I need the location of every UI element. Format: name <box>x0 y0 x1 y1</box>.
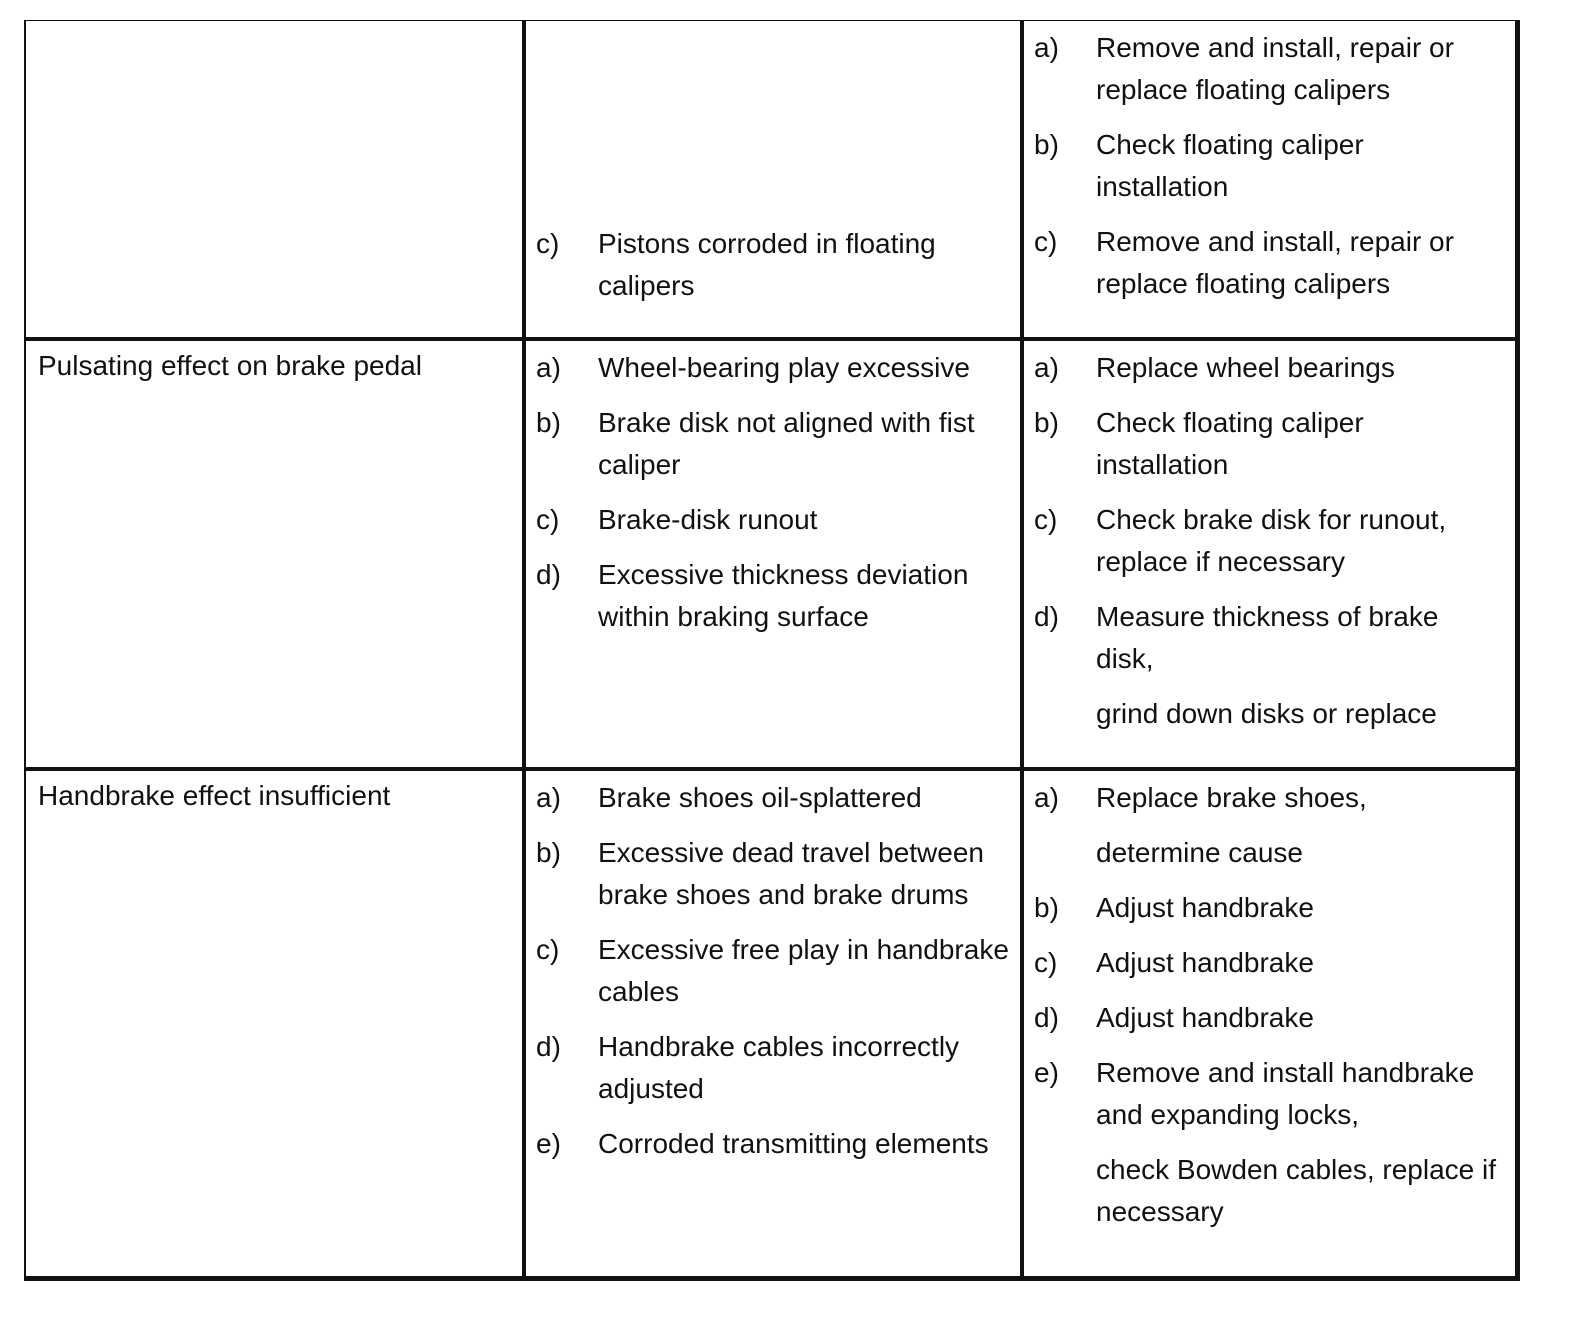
symptom-text: Handbrake effect insufficient <box>38 780 391 811</box>
item-text: Adjust handbrake <box>1096 892 1314 923</box>
item-text: Corroded transmitting elements <box>598 1128 989 1159</box>
item-text: Excessive dead travel between brake shoes and brake drums <box>598 837 984 910</box>
list-item <box>536 832 1010 916</box>
item-text: Wheel-bearing play excessive <box>598 352 970 383</box>
table-row <box>26 21 1515 341</box>
list-item <box>536 347 1010 389</box>
cause-cell <box>526 771 1024 1276</box>
item-text: Remove and install, repair or replace floating calipers <box>1096 32 1454 105</box>
item-text: Adjust handbrake <box>1096 947 1314 978</box>
item-text: Check floating caliper installation <box>1096 129 1364 202</box>
list-item <box>536 929 1010 1013</box>
item-text: Remove and install handbrake and expanding locks, <box>1096 1057 1475 1130</box>
list-item <box>536 402 1010 486</box>
item-label: c) <box>536 934 560 965</box>
item-text: Brake disk not aligned with fist caliper <box>598 407 975 480</box>
list-item <box>1034 997 1501 1039</box>
item-label: a) <box>1034 782 1059 813</box>
item-continuation: grind down disks or replace <box>1096 698 1437 729</box>
cause-cell <box>526 341 1024 767</box>
item-label: b) <box>1034 129 1059 160</box>
list-item <box>1034 124 1501 208</box>
item-label: a) <box>536 352 561 383</box>
item-label: a) <box>1034 32 1059 63</box>
item-text: Excessive thickness deviation within braking surface <box>598 559 969 632</box>
item-text: Excessive free play in handbrake cables <box>598 934 1009 1007</box>
list-item <box>1034 596 1501 680</box>
item-text: Pistons corroded in floating calipers <box>598 228 936 301</box>
item-label: b) <box>536 837 561 868</box>
list-item <box>1034 221 1501 305</box>
symptom-text: Pulsating effect on brake pedal <box>38 350 422 381</box>
symptom-cell <box>26 21 526 337</box>
item-text: Check floating caliper installation <box>1096 407 1364 480</box>
list-item <box>1034 1052 1501 1136</box>
list-item <box>536 777 1010 819</box>
item-text: Replace brake shoes, <box>1096 782 1367 813</box>
item-label: c) <box>1034 504 1058 535</box>
item-label: b) <box>536 407 561 438</box>
table-row <box>26 771 1515 1276</box>
item-continuation: check Bowden cables, replace if necessary <box>1096 1154 1496 1227</box>
item-label: d) <box>536 1031 561 1062</box>
list-item <box>1034 402 1501 486</box>
remedy-cell <box>1024 771 1511 1276</box>
list-item <box>1034 942 1501 984</box>
item-label: d) <box>1034 1002 1059 1033</box>
list-item <box>1034 777 1501 819</box>
item-label: c) <box>1034 947 1058 978</box>
item-text: Replace wheel bearings <box>1096 352 1395 383</box>
item-label: c) <box>536 228 560 259</box>
troubleshooting-table <box>24 20 1520 1281</box>
item-label: b) <box>1034 892 1059 923</box>
item-text: Handbrake cables incorrectly adjusted <box>598 1031 960 1104</box>
list-item <box>1034 499 1501 583</box>
list-item <box>1034 27 1501 111</box>
item-label: d) <box>1034 601 1059 632</box>
item-label: e) <box>536 1128 561 1159</box>
item-label: a) <box>536 782 561 813</box>
symptom-cell <box>26 771 526 1276</box>
list-item <box>1034 887 1501 929</box>
item-label: e) <box>1034 1057 1059 1088</box>
item-text: Brake-disk runout <box>598 504 818 535</box>
item-text: Adjust handbrake <box>1096 1002 1314 1033</box>
list-item <box>1034 347 1501 389</box>
remedy-cell <box>1024 21 1511 337</box>
list-item <box>536 499 1010 541</box>
item-text: Remove and install, repair or replace floating calipers <box>1096 226 1454 299</box>
list-item <box>536 223 1010 307</box>
cause-cell <box>526 21 1024 337</box>
item-text: Brake shoes oil-splattered <box>598 782 922 813</box>
item-label: d) <box>536 559 561 590</box>
item-text: Check brake disk for runout, replace if necessary <box>1096 504 1447 577</box>
item-text: Measure thickness of brake disk, <box>1096 601 1439 674</box>
symptom-cell <box>26 341 526 767</box>
item-label: a) <box>1034 352 1059 383</box>
item-continuation: determine cause <box>1096 837 1304 868</box>
item-label: c) <box>536 504 560 535</box>
list-item <box>536 554 1010 638</box>
item-label: b) <box>1034 407 1059 438</box>
list-item <box>536 1123 1010 1165</box>
item-label: c) <box>1034 226 1058 257</box>
list-item <box>536 1026 1010 1110</box>
remedy-cell <box>1024 341 1511 767</box>
table-row <box>26 341 1515 771</box>
